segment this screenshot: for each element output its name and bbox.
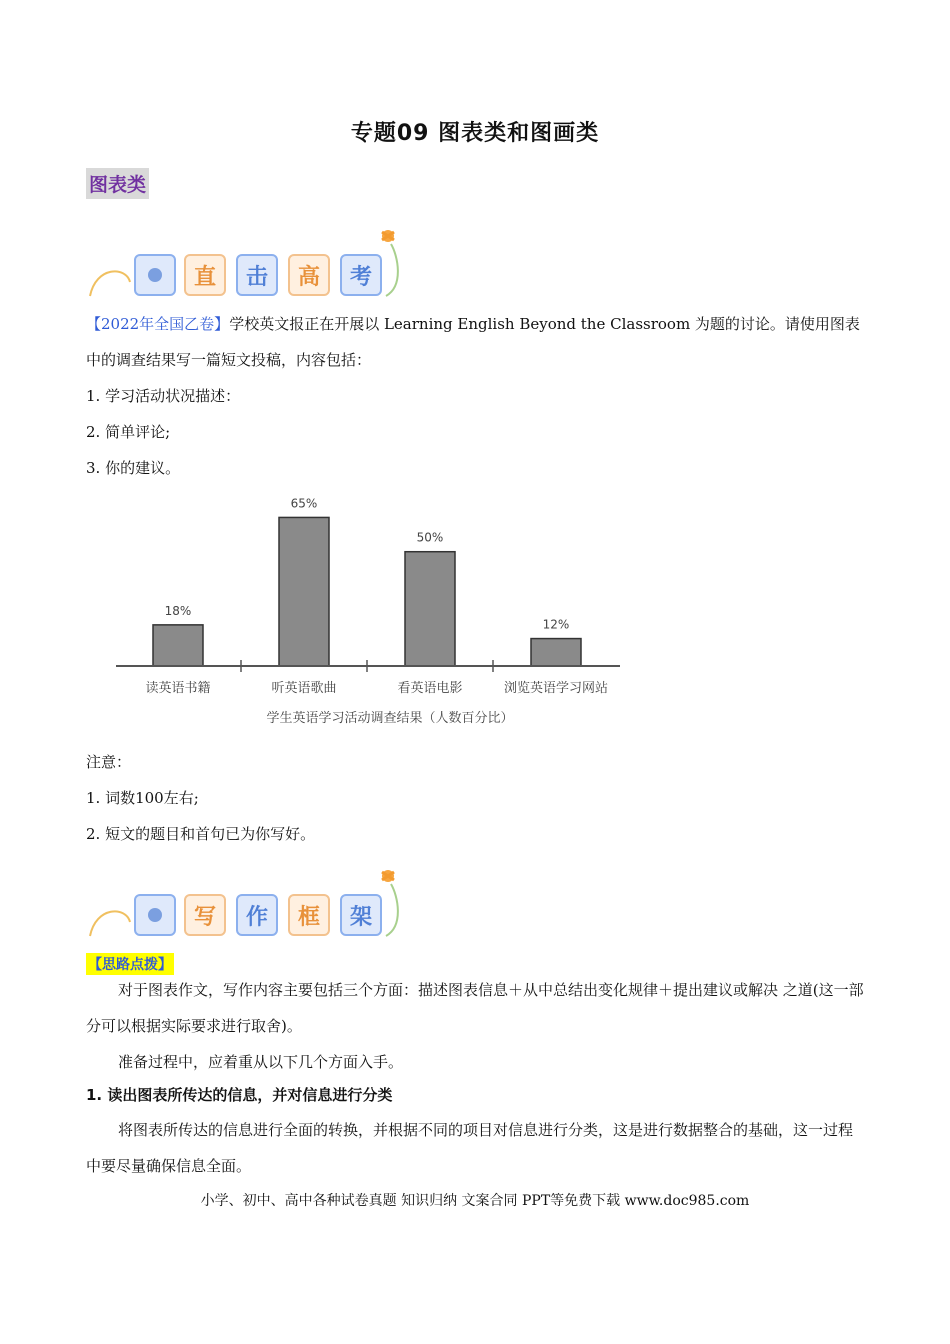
note-item: 1. 词数100左右; xyxy=(86,789,199,807)
task-source: 【2022年全国乙卷】 xyxy=(86,315,230,333)
chart-data-label: 50% xyxy=(416,530,444,545)
page-footer: 小学、初中、高中各种试卷真题 知识归纳 文案合同 PPT等免费下载 www.doc985.com xyxy=(200,1193,750,1209)
banner-char-tile: 框 xyxy=(288,894,330,936)
chart-category-label: 浏览英语学习网站 xyxy=(503,681,609,696)
section-heading: 1. 读出图表所传达的信息，并对信息进行分类 xyxy=(86,1086,393,1104)
banner-zhiji-gaokao xyxy=(86,226,416,306)
survey-bar-chart xyxy=(110,484,630,734)
chart-data-label: 65% xyxy=(290,496,318,511)
chart-category-label: 看英语电影 xyxy=(397,681,463,696)
banner-char-tile: 作 xyxy=(236,894,278,936)
banner-char-tile: 高 xyxy=(288,254,330,296)
chart-bar xyxy=(279,517,329,666)
notes-label: 注意： xyxy=(86,753,132,771)
body-paragraph: 对于图表作文，写作内容主要包括三个方面：描述图表信息＋从中总结出变化规律＋提出建议或解决 之道(这一部分可以根据实际要求进行取舍)。 xyxy=(86,981,864,1035)
banner-char-tile: 考 xyxy=(340,254,382,296)
task-intro-text: 学校英文报正在开展以 Learning English Beyond the Classroom 为题的讨论。请使用图表中的调查结果写一篇短文投稿，内容包括： xyxy=(86,315,860,369)
banner-xiezuo-kuangjia xyxy=(86,866,416,946)
chart-bar xyxy=(153,625,203,666)
chart-data-label: 12% xyxy=(542,617,570,632)
task-item: 2. 简单评论; xyxy=(86,423,171,441)
banner-char-tile: 写 xyxy=(184,894,226,936)
banner-char-tile: 击 xyxy=(236,254,278,296)
think-tag: 【思路点拨】 xyxy=(86,953,174,975)
body-paragraph: 将图表所传达的信息进行全面的转换，并根据不同的项目对信息进行分类，这是进行数据整合的基础，这一过程中要尽量确保信息全面。 xyxy=(86,1121,854,1175)
section-tag: 图表类 xyxy=(86,168,149,199)
banner-dot-tile xyxy=(134,894,176,936)
chart-data-label: 18% xyxy=(164,603,192,618)
page-title: 专题09 图表类和图画类 xyxy=(350,121,600,146)
task-intro xyxy=(86,306,866,378)
note-item: 2. 短文的题目和首句已为你写好。 xyxy=(86,825,316,843)
banner-dot-tile xyxy=(134,254,176,296)
task-item: 3. 你的建议。 xyxy=(86,459,181,477)
task-item: 1. 学习活动状况描述： xyxy=(86,387,241,405)
chart-bar xyxy=(405,552,455,666)
chart-bar xyxy=(531,639,581,666)
chart-category-label: 听英语歌曲 xyxy=(271,681,337,696)
chart-caption: 学生英语学习活动调查结果（人数百分比） xyxy=(266,711,514,726)
chart-category-label: 读英语书籍 xyxy=(145,681,211,696)
banner-char-tile: 架 xyxy=(340,894,382,936)
banner-char-tile: 直 xyxy=(184,254,226,296)
body-paragraph: 准备过程中，应着重从以下几个方面入手。 xyxy=(118,1053,404,1071)
